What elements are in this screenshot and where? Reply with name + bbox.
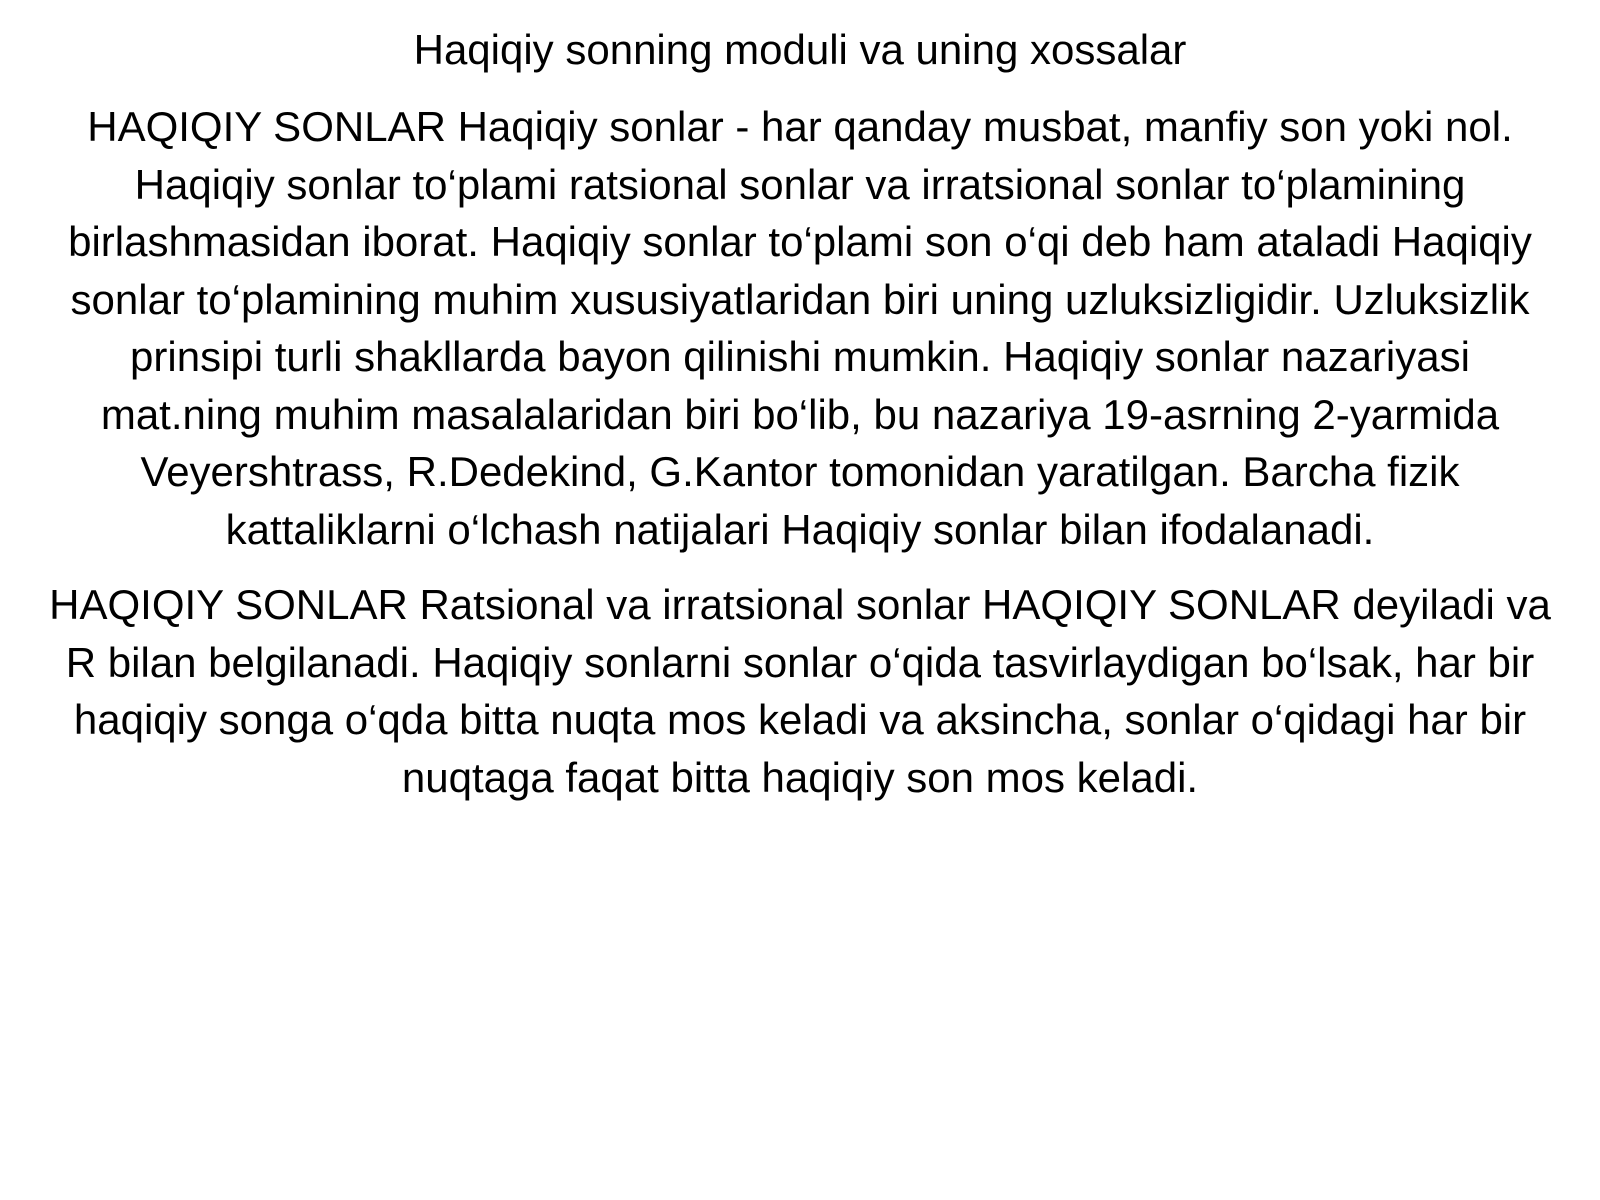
slide-body bbox=[48, 98, 1552, 824]
paragraph-number-line: HAQIQIY SONLAR Ratsional va irratsional sonlar HAQIQIY SONLAR deyiladi va R bilan belgilanadi. Haqiqiy sonlarni sonlar o‘qida tasvirlaydigan bo‘lsak, har bir haqiqiy songa o‘qda bitta nuqta mos keladi va aksincha, sonlar o‘qidagi har bir nuqtaga faqat bitta haqiqiy son mos keladi. bbox=[49, 581, 1551, 801]
slide-title: Haqiqiy sonning moduli va uning xossalar bbox=[413, 26, 1187, 73]
paragraph-definition: HAQIQIY SONLAR Haqiqiy sonlar - har qanday musbat, manfiy son yoki nol. Haqiqiy sonlar to‘plami ratsional sonlar va irratsional sonlar to‘plamining birlashmasidan iborat. Haqiqiy sonlar to‘plami son o‘qi deb ham ataladi Haqiqiy sonlar to‘plamining muhim xususiyatlaridan biri uning uzluksizligidir. Uzluksizlik prinsipi turli shakllarda bayon qilinishi mumkin. Haqiqiy sonlar nazariyasi mat.ning muhim masalalaridan biri bo‘lib, bu nazariya 19-asrning 2-yarmida Veyershtrass, R.Dedekind, G.Kantor tomonidan yaratilgan. Barcha fizik kattaliklarni o‘lchash natijalari Haqiqiy sonlar bilan ifodalanadi. bbox=[68, 103, 1532, 553]
